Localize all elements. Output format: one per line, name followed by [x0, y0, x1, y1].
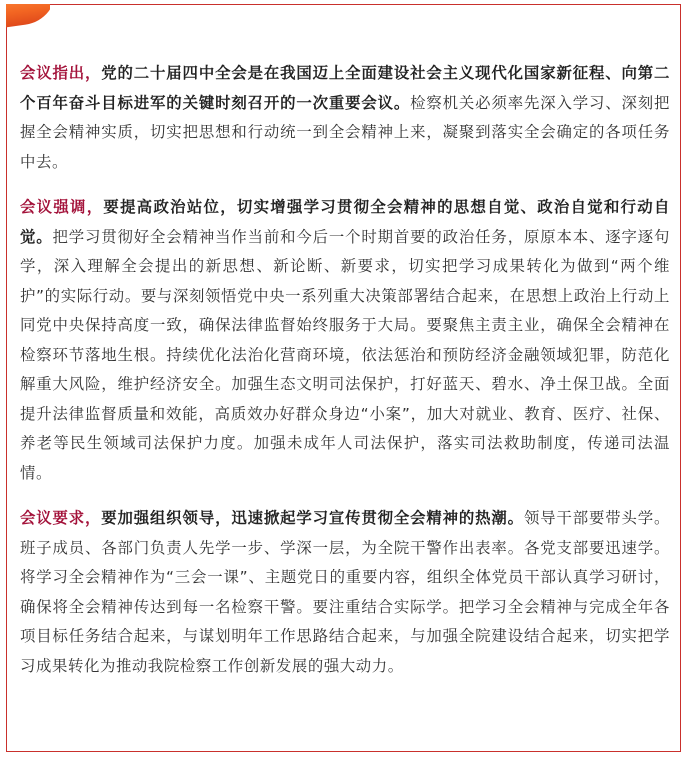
- paragraph-emphasis: 要提高政治站位，切实增强学习贯彻全会精神的思想自觉、政治自觉和行动自觉。: [20, 198, 670, 246]
- paragraph-emphasis: 党的二十届四中全会是在我国迈上全面建设社会主义现代化国家新征程、向第二个百年奋斗目标进军的关键时刻召开的一次重要会议。: [20, 64, 670, 112]
- paragraph-meeting-emphasized: [20, 193, 670, 488]
- orange-swoosh-decoration: [6, 4, 50, 28]
- paragraph-lead: 会议强调，: [20, 198, 104, 216]
- paragraph-body: 把学习贯彻好全会精神当作当前和今后一个时期首要的政治任务，原原本本、逐字逐句学，深入理解全会提出的新思想、新论断、新要求，切实把学习成果转化为做到“两个维护”的实际行动。要与深刻领悟党中央一系列重大决策部署结合起来，在思想上政治上行动上同党中央保持高度一致，确保法律监督始终服务于大局。要聚焦主责主业，确保全会精神在检察环节落地生根。持续优化法治化营商环境，依法惩治和预防经济金融领域犯罪，防范化解重大风险，维护经济安全。加强生态文明司法保护，打好蓝天、碧水、净土保卫战。全面提升法律监督质量和效能，高质效办好群众身边“小案”，加大对就业、教育、医疗、社保、养老等民生领域司法保护力度。加强未成年人司法保护，落实司法救助制度，传递司法温情。: [20, 227, 670, 482]
- paragraph-body: 领导干部要带头学。班子成员、各部门负责人先学一步、学深一层，为全院干警作出表率。各党支部要迅速学。将学习全会精神作为“三会一课”、主题党日的重要内容，组织全体党员干部认真学习研讨，确保将全会精神传达到每一名检察干警。要注重结合实际学。把学习全会精神与完成全年各项目标任务结合起来，与谋划明年工作思路结合起来，与加强全院建设结合起来，切实把学习成果转化为推动我院检察工作创新发展的强大动力。: [20, 509, 670, 675]
- paragraph-lead: 会议指出，: [20, 64, 102, 82]
- paragraph-emphasis: 要加强组织领导，迅速掀起学习宣传贯彻全会精神的热潮。: [101, 509, 524, 527]
- paragraph-body: 检察机关必须率先深入学习、深刻把握全会精神实质，切实把思想和行动统一到全会精神上来，凝聚到落实全会确定的各项任务中去。: [20, 93, 670, 171]
- corner-decoration: [6, 4, 50, 34]
- paragraph-meeting-required: [20, 504, 670, 681]
- paragraph-meeting-pointed-out: [20, 59, 670, 177]
- article-body: [20, 59, 670, 697]
- paragraph-lead: 会议要求，: [20, 509, 102, 527]
